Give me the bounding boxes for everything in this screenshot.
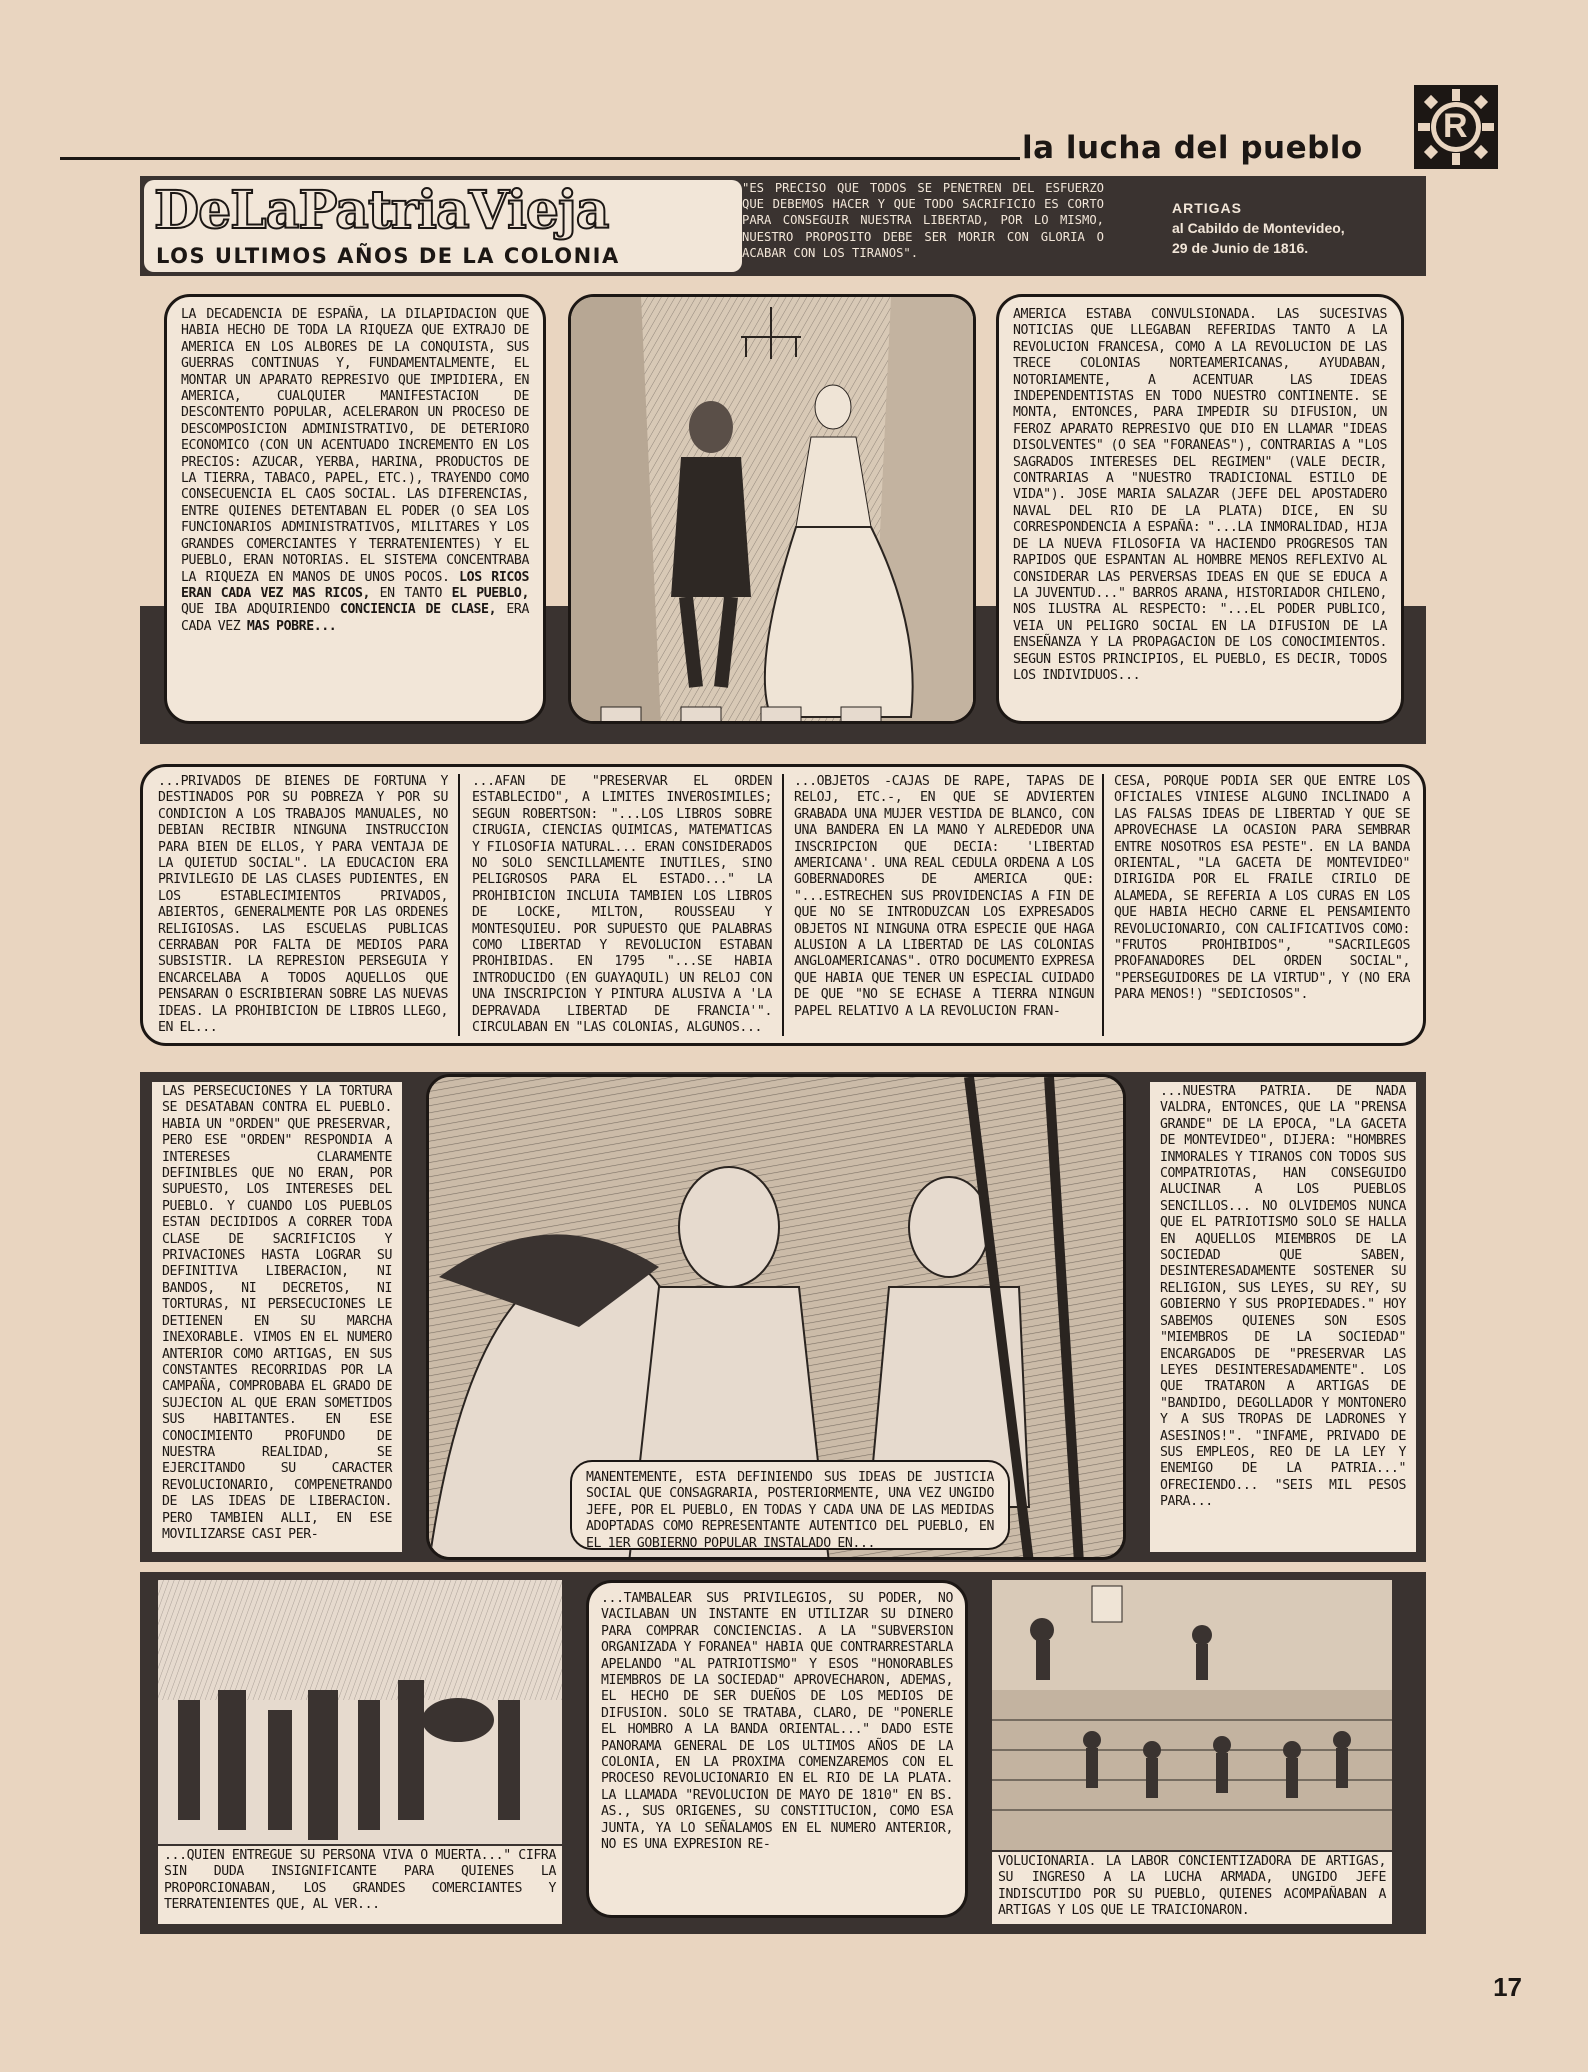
banner-title: DeLaPatriaVieja — [154, 180, 609, 241]
attribution-name: ARTIGAS — [1172, 200, 1242, 216]
header-rule — [60, 157, 1020, 160]
row1-left-end: ERA CADA VEZ — [181, 602, 529, 634]
row4-left-caption: ...QUIEN ENTREGUE SU PERSONA VIVA O MUERTA..." CIFRA SIN DUDA INSIGNIFICANTE PARA QUIENES LA PROPORCIONABAN, LOS GRANDES COMERCIANTES Y TERRATENIENTES QUE, AL VER... — [158, 1846, 562, 1924]
banner-attribution — [1172, 198, 1412, 258]
row2-divider3 — [1102, 774, 1104, 1036]
row1-left-text: LA DECADENCIA DE ESPAÑA, LA DILAPIDACION QUE HABIA HECHO DE TODA LA RIQUEZA QUE EXTRAJO DE AMERICA EN LOS ALBORES DE LA CONQUISTA, SUS GUERRAS CONTINUAS Y, FUNDAMENTALMENTE, EL MONTAR UN APARATO REPRESIVO QUE IMPIDIERA, EN AMERICA, CUALQUIER MANIFESTACION DE DESCONTENTO POPULAR, ACELERARON UN PROCESO DE DESCOMPOSICION ADMINISTRATIVO, DE DETERIORO ECONOMICO (CON UN ACENTUADO INCREMENTO EN LOS PRECIOS: AZUCAR, YERBA, HARINA, PRODUCTOS DE LA TIERRA, TABACO, PAPEL, ETC.), TRAYENDO COMO CONSECUENCIA EL CAOS SOCIAL. LAS DIFERENCIAS, ENTRE QUIENES DETENTABAN EL PODER (O SEA LOS FUNCIONARIOS ADMINISTRATIVOS, MILITARES Y LOS GRANDES COMERCIANTES Y TERRATENIENTES) Y EL PUEBLO, ERAN NOTORIAS. EL SISTEMA CONCENTRABA LA RIQUEZA EN MANOS DE UNOS POCOS. — [181, 307, 529, 585]
row4-right-caption: VOLUCIONARIA. LA LABOR CONCIENTIZADORA DE ARTIGAS, SU INGRESO A LA LUCHA ARMADA, UNGIDO JEFE INDISCUTIDO POR SU PUEBLO, QUIENES ACOMPAÑABAN A ARTIGAS Y LOS QUE LE TRAICIONARON. — [992, 1852, 1392, 1924]
row1-left-bold4: MAS POBRE... — [246, 618, 337, 634]
row1-left-mid2: QUE IBA ADQUIRIENDO — [181, 602, 330, 618]
row4-left-image — [158, 1580, 562, 1844]
banner-subtitle: LOS ULTIMOS AÑOS DE LA COLONIA — [156, 244, 620, 268]
row2-divider1 — [458, 774, 460, 1036]
row1-left-bold1: LOS RICOS ERAN CADA VEZ MAS RICOS, — [181, 569, 529, 601]
row1-left-bold2: EL PUEBLO, — [451, 585, 529, 601]
row1-left-bold3: CONCIENCIA DE CLASE, — [339, 602, 497, 618]
page-number: 17 — [1493, 1972, 1522, 2002]
logo-icon — [1414, 85, 1498, 169]
row1-left-mid: EN TANTO — [379, 585, 442, 601]
attribution-line2: 29 de Junio de 1816. — [1172, 240, 1309, 256]
row2-col3: ...OBJETOS -CAJAS DE RAPE, TAPAS DE RELOJ, ETC.-, EN QUE SE ADVIERTEN GRABADA UNA MUJER VESTIDA DE BLANCO, CON UNA BANDERA EN LA MANO Y ALREDEDOR UNA INSCRIPCION QUE DECIA: 'LIBERTAD AMERICANA'. UNA REAL CEDULA ORDENA A LOS GOBERNADORES DE AMERICA QUE: "...ESTRECHEN SUS PROVIDENCIAS A FIN DE QUE NO SE INTRODUZCAN LOS EXPRESADOS OBJETOS NI NINGUNA OTRA ESPECIE QUE HAGA ALUSION A LA LIBERTAD DE LAS COLONIAS ANGLOAMERICANAS". OTRO DOCUMENTO EXPRESA QUE HABIA QUE TENER UN ESPECIAL CUIDADO DE QUE "NO SE ECHASE A TIERRA NINGUN PAPEL RELATIVO A LA REVOLUCION FRAN- — [794, 774, 1094, 1019]
row1-left-panel — [164, 294, 546, 724]
banner-quote: "ES PRECISO QUE TODOS SE PENETREN DEL ESFUERZO QUE DEBEMOS HACER Y QUE TODO SACRIFICIO ES CORTO PARA CONSEGUIR NUESTRA LIBERTAD, POR LO MISMO, NUESTRO PROPOSITO DEBE SER MORIR CON GLORIA O ACABAR CON LOS TIRANOS". — [742, 181, 1104, 260]
row3-left-panel: LAS PERSECUCIONES Y LA TORTURA SE DESATABAN CONTRA EL PUEBLO. HABIA UN "ORDEN" QUE PRESERVAR, PERO ESE "ORDEN" RESPONDIA A INTERESES CLARAMENTE DEFINIBLES QUE NO ERAN, POR SUPUESTO, LOS INTERESES DEL PUEBLO. Y CUANDO LOS PUEBLOS ESTAN DECIDIDOS A CORRER TODA CLASE DE SACRIFICIOS Y PRIVACIONES HASTA LOGRAR SU DEFINITIVA LIBERACION, NI BANDOS, NI DECRETOS, NI TORTURAS, NI PERSECUCIONES LE DETIENEN EN SU MARCHA INEXORABLE. VIMOS EN EL NUMERO ANTERIOR COMO ARTIGAS, EN SUS CONSTANTES RECORRIDAS POR LA CAMPAÑA, COMPROBABA EL GRADO DE SUJECION AL QUE ERAN SOMETIDOS SUS HABITANTES. EN ESE CONOCIMIENTO PROFUNDO DE NUESTRA REALIDAD, SE EJERCITANDO SU CARACTER REVOLUCIONARIO, COMPENETRANDO DE LAS IDEAS DE LIBERACION. PERO TAMBIEN ALLI, EN ESE MOVILIZARSE CASI PER- — [152, 1082, 402, 1552]
row2-col4: CESA, PORQUE PODIA SER QUE ENTRE LOS OFICIALES VINIESE ALGUNO INCLINADO A LAS FALSAS IDEAS DE LIBERTAD Y QUE SE APROVECHASE LA OCASION PARA SEMBRAR ENTRE NOSOTROS ESA PESTE". EN LA BANDA ORIENTAL, "LA GACETA DE MONTEVIDEO" DIRIGIDA POR EL FRAILE CIRILO DE ALAMEDA, SE REFERIA A LOS CURAS EN LOS QUE HABIA HECHO CARNE EL PENSAMIENTO REVOLUCIONARIO, CON CALIFICATIVOS COMO: "FRUTOS PROHIBIDOS", "SACRILEGOS PROFANADORES DEL ORDEN SOCIAL", "PERSEGUIDORES DE LA VIRTUD", Y (NO ERA PARA MENOS!) "SEDICIOSOS". — [1114, 774, 1410, 1003]
row2-col2: ...AFAN DE "PRESERVAR EL ORDEN ESTABLECIDO", A LIMITES INVEROSIMILES; SEGUN ROBERTSON: "...LOS LIBROS SOBRE CIRUGIA, CIENCIAS QUIMICAS, MATEMATICAS Y FILOSOFIA NATURAL... ERAN CONSIDERADOS NO SOLO SENCILLAMENTE INUTILES, SINO PELIGROSOS PARA EL ESTADO..." LA PROHIBICION INCLUIA TAMBIEN LOS LIBROS DE LOCKE, MILTON, ROUSSEAU Y MONTESQUIEU. POR SUPUESTO QUE PALABRAS COMO LIBERTAD Y REVOLUCION ESTABAN PROHIBIDAS. EN 1795 "...SE HABIA INTRODUCIDO (EN GUAYAQUIL) UN RELOJ CON UNA INSCRIPCION Y PINTURA ALUSIVA A 'LA DEPRAVADA LIBERTAD DE FRANCIA'". CIRCULABAN EN "LAS COLONIAS, ALGUNOS... — [472, 774, 772, 1036]
row4-right-image — [992, 1580, 1392, 1850]
row1-right-panel — [996, 294, 1404, 724]
row1-illustration — [568, 294, 976, 724]
row3-right-panel: ...NUESTRA PATRIA. DE NADA VALDRA, ENTONCES, QUE LA "PRENSA GRANDE" DE LA EPOCA, "LA GACETA DE MONTEVIDEO", DIJERA: "HOMBRES INMORALES Y TIRANOS CON TODOS SUS COMPATRIOTAS, HAN CONSEGUIDO ALUCINAR A LOS PUEBLOS SENCILLOS... NO OLVIDEMOS NUNCA QUE EL PATRIOTISMO SOLO SE HALLA EN AQUELLOS MIEMBROS DE LA SOCIEDAD QUE SABEN, DESINTERESADAMENTE SOSTENER SU RELIGION, SUS LEYES, SU REY, SU GOBIERNO Y SUS PROPIEDADES." HOY SABEMOS QUIENES SON ESOS "MIEMBROS DE LA SOCIEDAD" ENCARGADOS DE "PRESERVAR LAS LEYES DESINTERESADAMENTE". LOS QUE TRATARON A ARTIGAS DE "BANDIDO, DEGOLLADOR Y MONTONERO Y A SUS TROPAS DE LADRONES Y ASESINOS!". "INFAME, PRIVADO DE SUS EMPLEOS, REO DE LA LEY Y ENEMIGO DE LA PATRIA..." OFRECIENDO... "SEIS MIL PESOS PARA... — [1150, 1082, 1416, 1552]
row3-image-caption: MANENTEMENTE, ESTA DEFINIENDO SUS IDEAS DE JUSTICIA SOCIAL QUE CONSAGRARIA, POSTERIORMENTE, UNA VEZ UNGIDO JEFE, POR EL PUEBLO, EN TODAS Y CADA UNA DE LAS MEDIDAS ADOPTADAS COMO REPRESENTANTE AUTENTICO DEL PUEBLO, EN EL 1ER GOBIERNO POPULAR INSTALADO EN... — [570, 1460, 1010, 1550]
row2-col1: ...PRIVADOS DE BIENES DE FORTUNA Y DESTINADOS POR SU POBREZA Y POR SU CONDICION A LOS TRABAJOS MANUALES, NO DEBIAN RECIBIR NINGUNA INSTRUCCION PARA BIEN DE ELLOS, Y PARA VENTAJA DE LA QUIETUD SOCIAL". LA EDUCACION ERA PRIVILEGIO DE LAS CLASES PUDIENTES, EN LOS ESTABLECIMIENTOS PRIVADOS, ABIERTOS, GENERALMENTE POR LAS ORDENES RELIGIOSAS. LAS ESCUELAS PUBLICAS CERRABAN POR FALTA DE MEDIOS PARA SUBSISTIR. LA REPRESION PERSEGUIA Y ENCARCELABA A TODOS AQUELLOS QUE PENSARAN O ESCRIBIERAN SOBRE LAS NUEVAS IDEAS. LA PROHIBICION DE LIBROS LLEGO, EN EL... — [158, 774, 448, 1036]
row1-right-text: AMERICA ESTABA CONVULSIONADA. LAS SUCESIVAS NOTICIAS QUE LLEGABAN REFERIDAS TANTO A LA REVOLUCION FRANCESA, COMO A LA REVOLUCION DE LAS TRECE COLONIAS NORTEAMERICANAS, AYUDABAN, NOTORIAMENTE, A ACENTUAR LAS IDEAS INDEPENDENTISTAS EN TODO NUESTRO CONTINENTE. SE MONTA, ENTONCES, PARA IMPEDIR SU DIFUSION, UN FEROZ APARATO REPRESIVO QUE DIO EN LLAMAR "IDEAS DISOLVENTES" (O SEA "FORANEAS"), CONTRARIAS A "LOS SAGRADOS INTERESES DEL REGIMEN" (VALE DECIR, CONTRARIAS A "NUESTRO TRADICIONAL ESTILO DE VIDA"). JOSE MARIA SALAZAR (JEFE DEL APOSTADERO NAVAL DEL RIO DE LA PLATA) DICE, EN SU CORRESPONDENCIA A ESPAÑA: "...LA INMORALIDAD, HIJA DE LA NUEVA FILOSOFIA VA HACIENDO PROGRESOS TAN RAPIDOS QUE ESPANTAN AL HOMBRE MENOS REFLEXIVO AL CONSIDERAR LAS PERVERSAS IDEAS EN QUE SE EDUCA A LA JUVENTUD..." BARROS ARANA, HISTORIADOR CHILENO, NOS ILUSTRA AL RESPECTO: "...EL PODER PUBLICO, VEIA UN PELIGRO SOCIAL EN LA DIFUSION DE LA ENSEÑANZA Y LA PROPAGACION DE LOS CONOCIMIENTOS. SEGUN ESTOS PRINCIPIOS, EL PUEBLO, ES DECIR, TODOS LOS INDIVIDUOS... — [1013, 307, 1387, 683]
row2-divider2 — [782, 774, 784, 1036]
attribution-line1: al Cabildo de Montevideo, — [1172, 220, 1345, 236]
banner — [140, 176, 1426, 276]
section-title: la lucha del pueblo — [1022, 130, 1363, 166]
logo-letter: R — [1443, 107, 1468, 145]
banner-title-box — [144, 180, 742, 272]
row4-middle-panel: ...TAMBALEAR SUS PRIVILEGIOS, SU PODER, NO VACILABAN UN INSTANTE EN UTILIZAR SU DINERO PARA COMPRAR CONCIENCIAS. A LA "SUBVERSION ORGANIZADA Y FORANEA" HABIA QUE CONTRARRESTARLA APELANDO "AL PATRIOTISMO" Y ESOS "HONORABLES MIEMBROS DE LA SOCIEDAD" APROVECHARON, ADEMAS, EL HECHO DE SER DUEÑOS DE LOS MEDIOS DE DIFUSION. SOLO SE TRATABA, CLARO, DE "PONERLE EL HOMBRO A LA BANDA ORIENTAL..." DADO ESTE PANORAMA GENERAL DE LOS ULTIMOS AÑOS DE LA COLONIA, EN LA PROXIMA COMENZAREMOS CON EL PROCESO REVOLUCIONARIO EN EL RIO DE LA PLATA. LA LLAMADA "REVOLUCION DE MAYO DE 1810" EN BS. AS., SUS ORIGENES, SU CONSTITUCION, COMO ESA JUNTA, YA LO SEÑALAMOS EN EL NUMERO ANTERIOR, NO ES UNA EXPRESION RE- — [586, 1580, 968, 1918]
